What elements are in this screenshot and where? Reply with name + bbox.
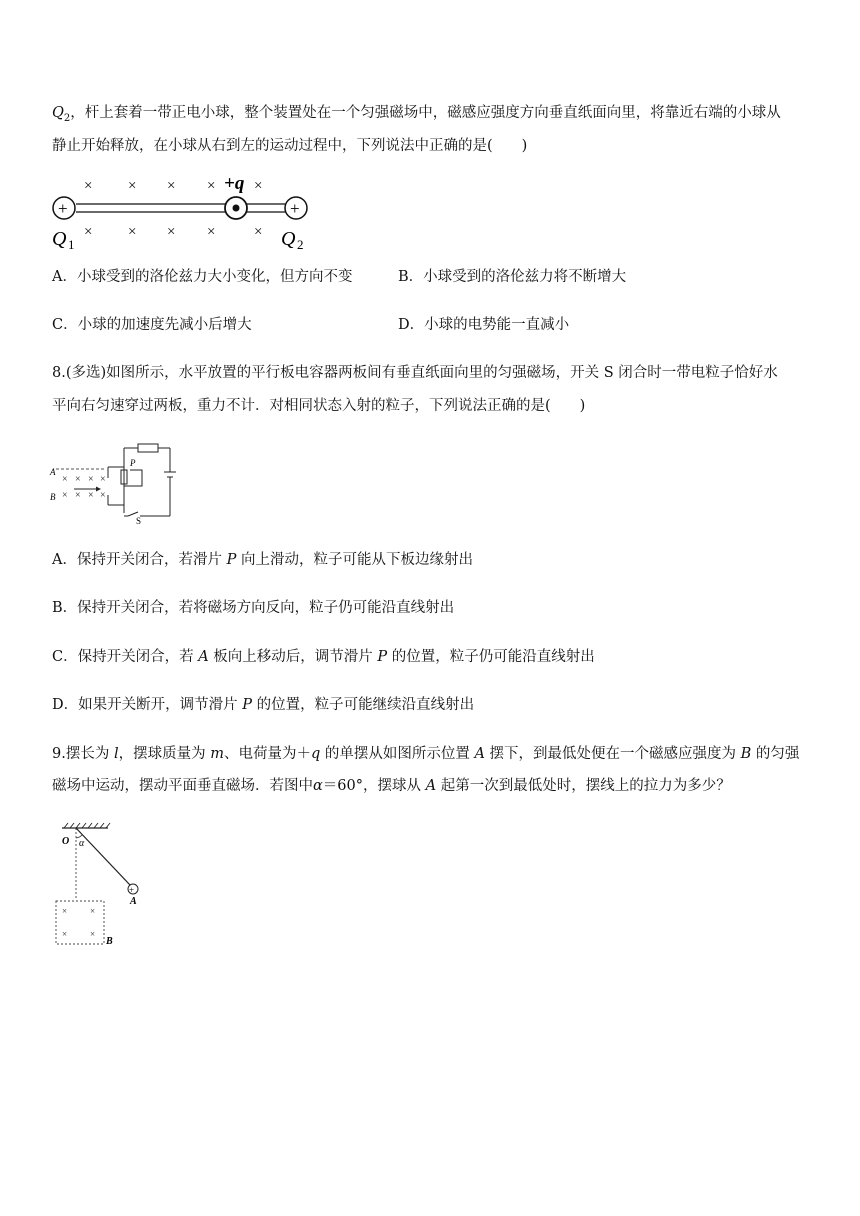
charge-label: +q	[224, 173, 245, 194]
q9-figure-pendulum	[52, 818, 137, 948]
label-q2: Q	[281, 228, 296, 250]
svg-text:×: ×	[254, 224, 263, 240]
q8-stem-line2: 平向右匀速穿过两板，重力不计．对相同状态入射的粒子，下列说法正确的是( )	[52, 398, 586, 414]
q7-option-a: A．小球受到的洛伦兹力大小变化，但方向不变	[52, 269, 353, 285]
q7-stem-line2: 静止开始释放，在小球从右到左的运动过程中，下列说法中正确的是( )	[52, 138, 528, 154]
svg-text:×: ×	[167, 224, 176, 240]
q8-figure-capacitor-circuit	[50, 440, 185, 525]
q8-stem-line1: 8.(多选)如图所示，水平放置的平行板电容器两板间有垂直纸面向里的匀强磁场，开关 S 闭合时一带电粒子恰好水	[52, 365, 778, 381]
svg-text:×: ×	[84, 224, 93, 240]
svg-text:×: ×	[90, 929, 96, 939]
svg-text:×: ×	[207, 224, 216, 240]
label-switch-s: S	[136, 516, 142, 526]
svg-text:×: ×	[128, 178, 137, 194]
q7-option-b: B．小球受到的洛伦兹力将不断增大	[398, 269, 627, 285]
q8-option-a: A．保持开关闭合，若滑片 P 向上滑动，粒子可能从下板边缘射出	[52, 552, 473, 568]
svg-text:×: ×	[75, 490, 81, 501]
svg-text:×: ×	[100, 474, 106, 485]
q9-stem-line2: 磁场中运动，摆动平面垂直磁场．若图中α＝60°，摆球从 A 起第一次到最低处时，摆线上的拉力为多少？	[52, 778, 731, 794]
label-b: B	[106, 936, 113, 947]
q7-option-c: C．小球的加速度先减小后增大	[52, 317, 252, 333]
q9-stem-line1: 9.摆长为 l，摆球质量为 m、电荷量为＋q 的单摆从如图所示位置 A 摆下，到最低处便在一个磁感应强度为 B 的匀强	[52, 746, 800, 762]
q8-option-b: B．保持开关闭合，若将磁场方向反向，粒子仍可能沿直线射出	[52, 600, 455, 616]
svg-text:×: ×	[254, 178, 263, 194]
svg-text:×: ×	[75, 474, 81, 485]
svg-text:×: ×	[88, 474, 94, 485]
svg-text:×: ×	[62, 490, 68, 501]
svg-text:+: +	[129, 885, 135, 895]
label-a: A	[130, 896, 137, 907]
svg-text:×: ×	[100, 490, 106, 501]
ball-dot	[233, 205, 240, 212]
q8-option-c: C．保持开关闭合，若 A 板向上移动后，调节滑片 P 的位置，粒子仍可能沿直线射出	[52, 649, 595, 665]
svg-text:+: +	[58, 199, 68, 218]
svg-text:×: ×	[128, 224, 137, 240]
svg-text:+: +	[290, 199, 300, 218]
svg-text:×: ×	[62, 929, 68, 939]
svg-text:×: ×	[62, 906, 68, 916]
q7-figure-rod-charges	[48, 172, 318, 252]
label-q1: Q	[52, 228, 67, 250]
q8-option-d: D．如果开关断开，调节滑片 P 的位置，粒子可能继续沿直线射出	[52, 697, 475, 713]
label-plate-b: B	[50, 492, 56, 502]
svg-text:×: ×	[84, 178, 93, 194]
q8-field-crosses	[62, 474, 106, 501]
label-slider-p: P	[130, 458, 136, 468]
q7-stem-line1: $Q_2$，杆上套着一带正电小球，整个装置处在一个匀强磁场中，磁感应强度方向垂直纸面向里，将靠近右端的小球从	[52, 105, 781, 124]
label-o: O	[62, 836, 70, 847]
svg-text:×: ×	[62, 474, 68, 485]
svg-text:2: 2	[297, 237, 304, 252]
svg-text:×: ×	[167, 178, 176, 194]
svg-text:1: 1	[68, 237, 75, 252]
ceiling-hatch	[64, 823, 110, 828]
svg-text:×: ×	[88, 490, 94, 501]
pendulum-string	[76, 828, 130, 885]
label-plate-a: A	[50, 467, 56, 477]
label-alpha: α	[79, 838, 85, 849]
svg-text:×: ×	[90, 906, 96, 916]
q9-field-crosses	[62, 906, 95, 939]
q7-option-d: D．小球的电势能一直减小	[398, 317, 570, 333]
svg-text:×: ×	[207, 178, 216, 194]
